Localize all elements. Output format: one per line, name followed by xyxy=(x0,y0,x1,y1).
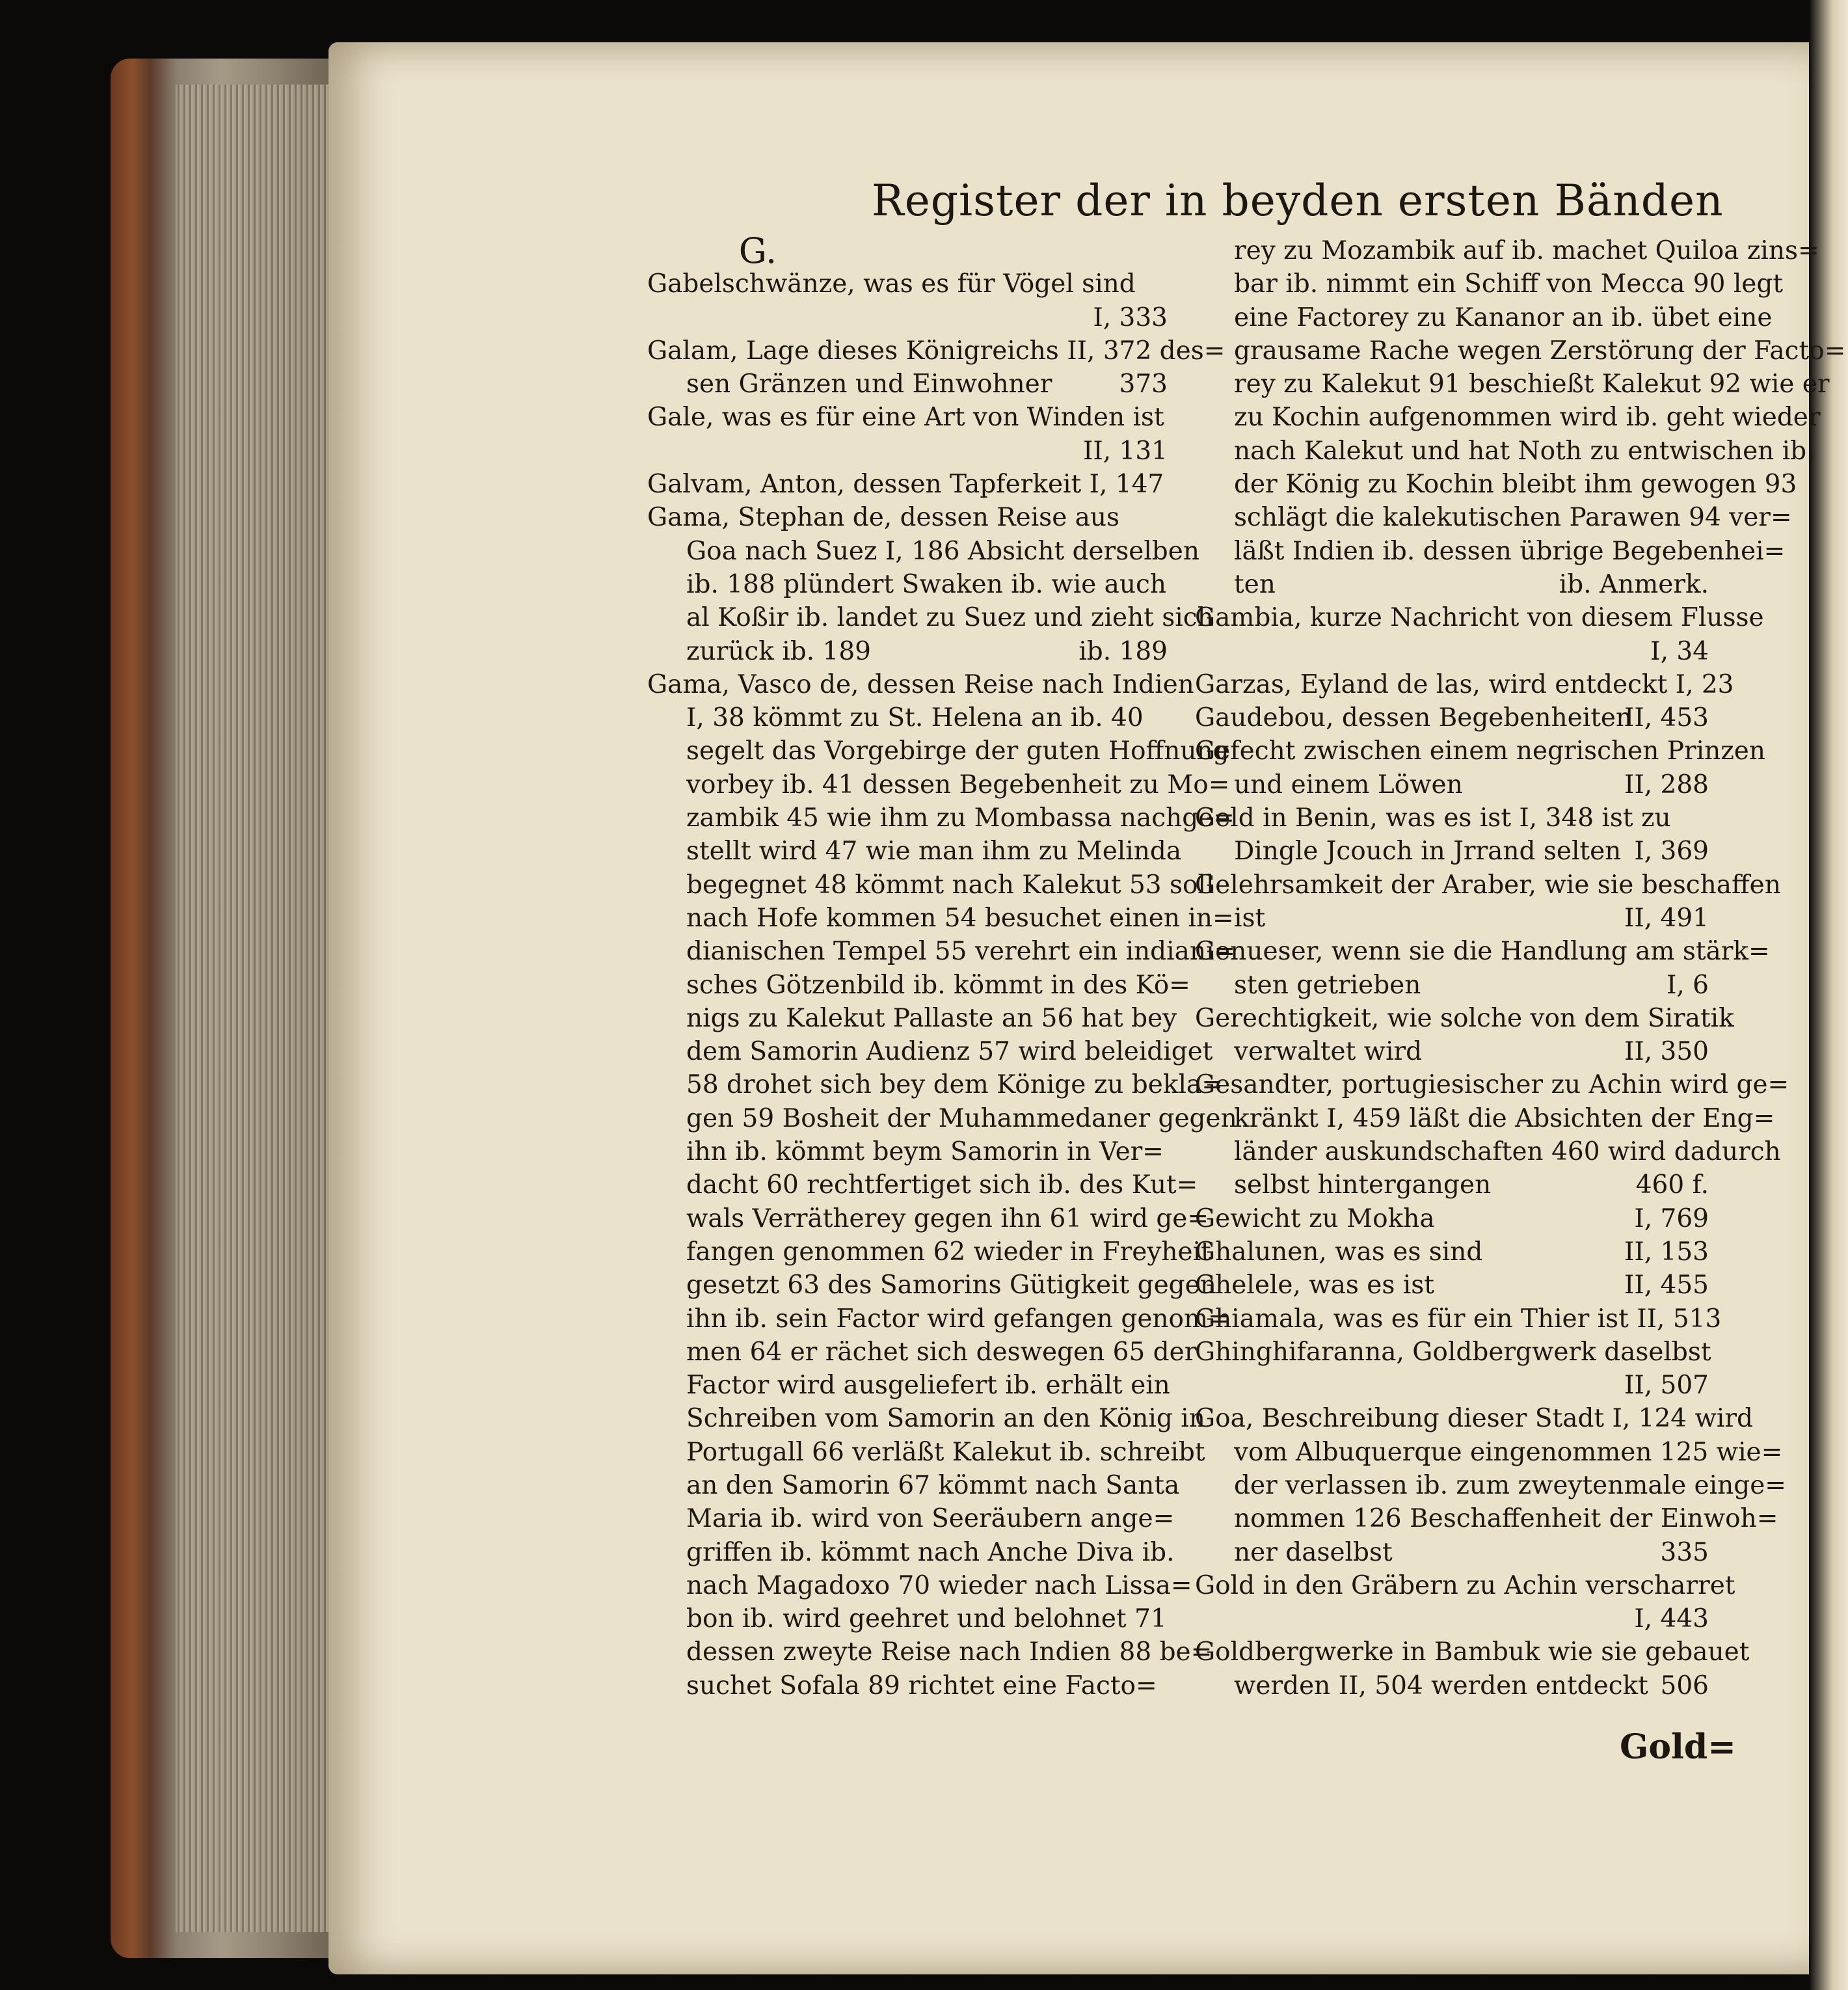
index-line-text: nach Magadoxo 70 wieder nach Lissa= xyxy=(686,1570,1192,1600)
index-line xyxy=(1195,801,1709,835)
index-line xyxy=(647,835,1182,868)
index-line xyxy=(1195,1336,1709,1369)
index-line-text: Goldbergwerke in Bambuk wie sie gebauet xyxy=(1195,1637,1750,1667)
index-line-text: Dingle Jcouch in Jrrand selten xyxy=(1234,837,1622,867)
index-line xyxy=(1195,1436,1783,1469)
index-line-text: an den Samorin 67 kömmt nach Santa xyxy=(686,1470,1180,1500)
page-edges xyxy=(176,85,332,1932)
index-line-text: Gabelschwänze, was es für Vögel sind xyxy=(647,269,1136,299)
page-reference: I, 34 xyxy=(1650,636,1709,666)
page-reference: ib. 189 xyxy=(1078,636,1168,666)
index-line xyxy=(1195,401,1821,434)
section-letter: G. xyxy=(738,230,777,271)
index-line xyxy=(1195,1669,1709,1702)
page-reference: II, 455 xyxy=(1624,1271,1709,1300)
index-line-text: eine Factorey zu Kananor an ib. übet eine xyxy=(1234,303,1773,332)
index-line xyxy=(1195,1035,1709,1068)
index-line-text: grausame Rache wegen Zerstörung der Facto= xyxy=(1234,336,1846,366)
index-line-text: Schreiben vom Samorin an den König in xyxy=(686,1404,1205,1434)
index-line xyxy=(647,801,1235,835)
index-line-text: ihn ib. kömmt beym Samorin in Ver= xyxy=(686,1137,1164,1167)
index-line xyxy=(647,1302,1229,1336)
index-line xyxy=(647,768,1230,801)
page-reference: II, 131 xyxy=(1082,436,1168,466)
index-line xyxy=(647,701,1168,734)
index-line-text: länder auskundschaften 460 wird dadurch xyxy=(1234,1137,1781,1167)
index-line xyxy=(647,868,1214,902)
index-line-text: dessen zweyte Reise nach Indien 88 be= xyxy=(686,1637,1212,1667)
index-line xyxy=(647,601,1214,634)
index-line-text: fangen genommen 62 wieder in Freyheit xyxy=(686,1237,1211,1267)
index-line xyxy=(647,368,1168,401)
index-line-text: bon ib. wird geehret und belohnet 71 xyxy=(686,1604,1167,1634)
index-line-text: kränkt I, 459 läßt die Absichten der Eng= xyxy=(1234,1103,1775,1133)
index-line xyxy=(1195,1502,1778,1535)
index-line-text: verwaltet wird xyxy=(1234,1037,1423,1067)
index-line-text: werden II, 504 werden entdeckt xyxy=(1234,1671,1648,1701)
index-line xyxy=(647,1502,1175,1535)
index-line-text: Goa, Beschreibung dieser Stadt I, 124 wird xyxy=(1195,1404,1753,1434)
page-reference: I, 769 xyxy=(1634,1203,1709,1233)
index-line-text: Galvam, Anton, dessen Tapferkeit I, 147 xyxy=(647,470,1164,500)
index-line xyxy=(647,1569,1192,1602)
index-line xyxy=(647,1536,1175,1569)
index-line xyxy=(1195,535,1786,568)
index-line-text: Gama, Stephan de, dessen Reise aus xyxy=(647,503,1120,533)
index-line-text: men 64 er rächet sich deswegen 65 der xyxy=(686,1337,1197,1367)
index-line-text: selbst hintergangen xyxy=(1234,1170,1492,1200)
index-line xyxy=(647,635,1168,668)
index-line xyxy=(647,902,1234,935)
index-line xyxy=(647,1635,1212,1669)
index-line xyxy=(647,1402,1205,1435)
index-line-text: begegnet 48 kömmt nach Kalekut 53 soll xyxy=(686,870,1214,900)
page-reference: II, 507 xyxy=(1624,1371,1709,1401)
index-line xyxy=(647,1035,1213,1068)
index-line xyxy=(1195,334,1846,368)
index-line xyxy=(647,501,1168,534)
index-line xyxy=(1195,1469,1786,1502)
index-line xyxy=(647,1669,1168,1702)
index-line xyxy=(647,734,1229,768)
index-line xyxy=(647,535,1199,568)
index-line xyxy=(647,267,1168,301)
page-reference: I, 6 xyxy=(1666,970,1709,1000)
page-reference: II, 288 xyxy=(1624,770,1709,800)
index-line-text: vorbey ib. 41 dessen Begebenheit zu Mo= xyxy=(686,770,1230,800)
index-line-text: Genueser, wenn sie die Handlung am stärk= xyxy=(1195,937,1770,967)
index-line xyxy=(1195,668,1734,701)
index-line xyxy=(1195,868,1781,902)
index-line-text: Factor wird ausgeliefert ib. erhält ein xyxy=(686,1371,1170,1401)
index-line xyxy=(1195,1202,1709,1235)
index-line xyxy=(647,568,1168,601)
index-line-text: nigs zu Kalekut Pallaste an 56 hat bey xyxy=(686,1003,1177,1033)
index-line-text: nach Kalekut und hat Noth zu entwischen ib. xyxy=(1234,436,1815,466)
index-line xyxy=(1195,435,1815,468)
index-line xyxy=(647,969,1190,1002)
index-line xyxy=(1195,301,1773,334)
index-line-text: rey zu Mozambik auf ib. machet Quiloa zins= xyxy=(1234,236,1819,265)
index-line-text: dem Samorin Audienz 57 wird beleidiget xyxy=(686,1037,1213,1067)
index-line-text: sches Götzenbild ib. kömmt in des Kö= xyxy=(686,970,1190,1000)
index-line xyxy=(647,401,1168,434)
index-line-text: Galam, Lage dieses Königreichs II, 372 des= xyxy=(647,336,1225,366)
index-line-text: zambik 45 wie ihm zu Mombassa nachge= xyxy=(686,803,1235,833)
index-line xyxy=(1195,768,1709,801)
index-line-text: al Koßir ib. landet zu Suez und zieht sich xyxy=(686,603,1214,633)
index-line-text: bar ib. nimmt ein Schiff von Mecca 90 legt xyxy=(1234,269,1784,299)
index-line-text: wals Verrätherey gegen ihn 61 wird ge= xyxy=(686,1203,1209,1233)
index-line-text: Gale, was es für eine Art von Winden ist xyxy=(647,403,1164,433)
index-line xyxy=(647,1068,1223,1101)
index-line xyxy=(1195,1602,1709,1635)
index-line-text: läßt Indien ib. dessen übrige Begebenhei= xyxy=(1234,536,1786,566)
right-column xyxy=(1195,234,1846,1702)
index-line-text: Garzas, Eyland de las, wird entdeckt I, 23 xyxy=(1195,669,1734,699)
index-line-text: nach Hofe kommen 54 besuchet einen in= xyxy=(686,903,1234,933)
index-line xyxy=(1195,568,1709,601)
index-line-text: ist xyxy=(1234,903,1266,933)
page-reference: I, 369 xyxy=(1634,837,1709,867)
index-line-text: Ghalunen, was es sind xyxy=(1195,1237,1483,1267)
index-line xyxy=(1195,501,1792,534)
index-line xyxy=(647,1369,1168,1402)
index-line-text: nommen 126 Beschaffenheit der Einwoh= xyxy=(1234,1504,1778,1534)
index-line xyxy=(1195,635,1709,668)
index-line xyxy=(647,1135,1168,1168)
index-line-text: Ghinghifaranna, Goldbergwerk daselbst xyxy=(1195,1337,1711,1367)
index-line-text: Portugall 66 verläßt Kalekut ib. schreibt xyxy=(686,1437,1205,1467)
index-line-text: zu Kochin aufgenommen wird ib. geht wieder xyxy=(1234,403,1821,433)
facing-page-edge xyxy=(1809,0,1848,1990)
page-reference: I, 443 xyxy=(1634,1604,1709,1634)
index-line-text: der verlassen ib. zum zweytenmale einge= xyxy=(1234,1470,1786,1500)
index-line-text: der König zu Kochin bleibt ihm gewogen 93 xyxy=(1234,470,1797,500)
index-line-text: schlägt die kalekutischen Parawen 94 ver= xyxy=(1234,503,1792,533)
index-line-text: 58 drohet sich bey dem Könige zu bekla= xyxy=(686,1070,1223,1100)
index-line xyxy=(1195,1269,1709,1302)
index-line xyxy=(647,935,1236,968)
index-line xyxy=(647,1002,1177,1035)
index-line-text: sen Gränzen und Einwohner xyxy=(686,370,1052,399)
page-reference: 506 xyxy=(1660,1671,1709,1701)
index-line xyxy=(647,668,1194,701)
index-line-text: gesetzt 63 des Samorins Gütigkeit gegen xyxy=(686,1271,1216,1300)
index-line-text: ner daselbst xyxy=(1234,1537,1393,1567)
index-line-text: Gerechtigkeit, wie solche von dem Siratik xyxy=(1195,1003,1734,1033)
index-line xyxy=(1195,701,1709,734)
index-line xyxy=(647,1469,1180,1502)
page-reference: 335 xyxy=(1660,1537,1709,1567)
index-line xyxy=(1195,368,1830,401)
index-line xyxy=(647,230,1168,271)
index-line xyxy=(1195,1235,1709,1269)
index-line xyxy=(1195,1135,1781,1168)
index-line xyxy=(1195,935,1770,968)
index-line-text: griffen ib. kömmt nach Anche Diva ib. xyxy=(686,1537,1175,1567)
index-line-text: ib. 188 plündert Swaken ib. wie auch xyxy=(686,569,1166,599)
index-line xyxy=(1195,1536,1709,1569)
index-line-text: Goa nach Suez I, 186 Absicht derselben xyxy=(686,536,1199,566)
index-line xyxy=(1195,1635,1750,1669)
page-reference: I, 333 xyxy=(1093,303,1168,332)
left-column xyxy=(647,230,1237,1702)
index-line xyxy=(1195,734,1765,768)
index-line-text: ten xyxy=(1234,569,1276,599)
index-line xyxy=(647,1168,1198,1202)
index-line-text: Maria ib. wird von Seeräubern ange= xyxy=(686,1504,1175,1534)
index-line xyxy=(647,468,1168,501)
index-line-text: segelt das Vorgebirge der guten Hoffnung xyxy=(686,736,1229,766)
index-line-text: stellt wird 47 wie man ihm zu Melinda xyxy=(686,837,1182,867)
page-reference: II, 350 xyxy=(1624,1037,1709,1067)
index-line xyxy=(1195,267,1784,301)
index-line-text: Gaudebou, dessen Begebenheiten xyxy=(1195,703,1633,733)
index-line-text: Gesandter, portugiesischer zu Achin wird ge= xyxy=(1195,1070,1789,1100)
index-line xyxy=(1195,902,1709,935)
index-line-text: ihn ib. sein Factor wird gefangen genom= xyxy=(686,1304,1229,1334)
index-line xyxy=(1195,1302,1722,1336)
index-line-text: Geld in Benin, was es ist I, 348 ist zu xyxy=(1195,803,1671,833)
index-line-text: suchet Sofala 89 richtet eine Facto= xyxy=(686,1671,1157,1701)
page-reference: II, 153 xyxy=(1624,1237,1709,1267)
index-line xyxy=(647,1436,1205,1469)
index-line xyxy=(1195,1402,1753,1435)
page-reference: II, 453 xyxy=(1624,703,1709,733)
page-reference: 460 f. xyxy=(1635,1170,1709,1200)
index-line-text: zurück ib. 189 xyxy=(686,636,871,666)
index-line xyxy=(647,435,1168,468)
index-line xyxy=(647,1235,1211,1269)
index-line-text: Ghiamala, was es für ein Thier ist II, 513 xyxy=(1195,1304,1722,1334)
index-line xyxy=(647,301,1168,334)
index-line xyxy=(647,1202,1209,1235)
index-line xyxy=(1195,969,1709,1002)
index-line xyxy=(1195,835,1709,868)
index-line-text: Gewicht zu Mokha xyxy=(1195,1203,1435,1233)
index-line-text: Ghelele, was es ist xyxy=(1195,1271,1434,1300)
index-line xyxy=(647,1336,1197,1369)
index-line-text: I, 38 kömmt zu St. Helena an ib. 40 xyxy=(686,703,1144,733)
index-line xyxy=(647,1269,1216,1302)
index-line-text: Gefecht zwischen einem negrischen Prinzen xyxy=(1195,736,1765,766)
index-line xyxy=(1195,1068,1789,1101)
index-line xyxy=(1195,1002,1734,1035)
index-line-text: sten getrieben xyxy=(1234,970,1421,1000)
index-line-text: und einem Löwen xyxy=(1234,770,1463,800)
index-line-text: Gold in den Gräbern zu Achin verscharret xyxy=(1195,1570,1735,1600)
index-line xyxy=(647,334,1225,368)
index-line xyxy=(647,1602,1168,1635)
index-line-text: Gambia, kurze Nachricht von diesem Flusse xyxy=(1195,603,1764,633)
index-line xyxy=(1195,1569,1735,1602)
index-line xyxy=(1195,468,1797,501)
catchword: Gold= xyxy=(1620,1727,1736,1767)
page-reference: ib. Anmerk. xyxy=(1559,569,1709,599)
page-reference: 373 xyxy=(1119,370,1168,399)
page-reference: II, 491 xyxy=(1624,903,1709,933)
index-line xyxy=(1195,234,1819,267)
index-line-text: dacht 60 rechtfertiget sich ib. des Kut= xyxy=(686,1170,1198,1200)
index-line-text: rey zu Kalekut 91 beschießt Kalekut 92 wie er xyxy=(1234,370,1830,399)
index-line xyxy=(1195,1102,1775,1135)
running-header: Register der in beyden ersten Bänden xyxy=(872,176,1724,226)
index-line xyxy=(1195,1369,1709,1402)
index-line-text: dianischen Tempel 55 verehrt ein indiani= xyxy=(686,937,1236,967)
index-line xyxy=(1195,601,1764,634)
index-line-text: vom Albuquerque eingenommen 125 wie= xyxy=(1234,1437,1783,1467)
index-line xyxy=(647,1102,1237,1135)
index-line-text: Gama, Vasco de, dessen Reise nach Indien xyxy=(647,669,1194,699)
index-line-text: gen 59 Bosheit der Muhammedaner gegen xyxy=(686,1103,1237,1133)
index-line xyxy=(1195,1168,1709,1202)
index-line-text: Gelehrsamkeit der Araber, wie sie beschaffen xyxy=(1195,870,1781,900)
